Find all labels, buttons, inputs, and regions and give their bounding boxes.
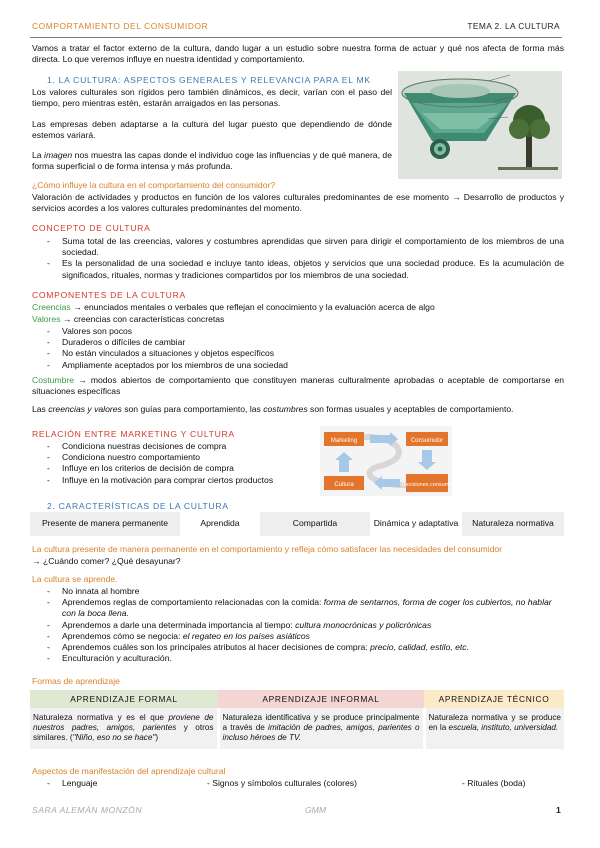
tecnico-header: APRENDIZAJE TÉCNICO (424, 690, 564, 708)
permanente-text: La cultura presente de manera permanente en el comportamiento y refleja cómo satisfacer las necesidades del consumidor (32, 544, 503, 554)
question-title: ¿Cómo influye la cultura en el comportamiento del consumidor? (32, 180, 276, 190)
diagram-cultura-label: Cultura (334, 482, 354, 488)
informal-header: APRENDIZAJE INFORMAL (218, 690, 424, 708)
tecnico-cell: Naturaleza normativa y se produce en la escuela, instituto, universidad. (424, 708, 564, 749)
valores-item: - No están vinculados a situaciones y objetos específicos (32, 348, 564, 359)
header-topic: TEMA 2. LA CULTURA (467, 21, 560, 31)
valores-list (32, 326, 564, 371)
formas-title: Formas de aprendizaje (32, 676, 120, 686)
aprende-item: - Aprendemos a darle una determinada importancia al tiempo: cultura monocrónicas y policrónicas (32, 620, 564, 631)
aprende-list (32, 586, 564, 664)
concepto-list (32, 236, 564, 281)
culture-layers-illustration (398, 71, 562, 179)
manif-title: Aspectos de manifestación del aprendizaje cultural (32, 766, 226, 776)
char-dinamica: Dinámica y adaptativa (370, 512, 462, 536)
aprende-item: - Aprendemos reglas de comportamiento relacionadas con la comida: forma de sentarnos, forma de coger los cubiertos, no hablar con la boca llena. (32, 597, 564, 619)
informal-cell: Naturaleza identificativa y se produce principalmente a través de imitación de padres, amigos, parientes o incluso héroes de TV. (218, 708, 424, 749)
formal-cell: Naturaleza normativa y es el que proviene de nuestros padres, amigos, parientes y otros similares. ("Niño, eso no se hace") (30, 708, 218, 749)
diagram-marketing-label: Marketing (330, 438, 358, 444)
char-permanente: Presente de manera permanente (30, 512, 180, 536)
section1-p2: Las empresas deben adaptarse a la cultura del lugar puesto que dependiendo de dónde estemos variará. (32, 119, 392, 141)
culture-layers-image (398, 71, 562, 179)
section1-title: 1. LA CULTURA: ASPECTOS GENERALES Y RELEVANCIA PARA EL MK (47, 75, 371, 85)
manif-item-rituales: - Rituales (boda) (462, 778, 526, 788)
aprende-item: - Enculturación y aculturación. (32, 653, 564, 664)
valores-item: - Ampliamente aceptados por los miembros de una sociedad (32, 360, 564, 371)
characteristics-row (30, 512, 564, 536)
relacion-item: - Influye en la motivación para comprar ciertos productos (32, 475, 332, 486)
diagram-decisiones-label: Decisiones consumo (401, 482, 452, 488)
concepto-item: - Suma total de las creencias, valores y costumbres aprendidas que sirven para dirigir el comportamiento de los miembros de una sociedad. (32, 236, 564, 258)
concepto-item: - Es la personalidad de una sociedad e incluye tanto ideas, objetos y servicios que una sociedad produce. Es la acumulación de significados, rituales, normas y tradiciones compartidos por los miembros de una sociedad. (32, 258, 564, 280)
marketing-cultura-diagram (320, 426, 452, 496)
formal-header: APRENDIZAJE FORMAL (30, 690, 218, 708)
aprende-item: - Aprendemos cuáles son los principales atributos al hacer decisiones de compra: precio, calidad, estilo, etc. (32, 642, 564, 653)
aprende-item: - No innata al hombre (32, 586, 564, 597)
componentes-summary: Las creencias y valores son guías para comportamiento, las costumbres son formas usuales y aceptables de comportamiento. (32, 404, 514, 414)
manif-item-dash: - (47, 778, 50, 788)
footer-course: GMM (305, 805, 327, 815)
page-number: 1 (556, 805, 561, 815)
intro-paragraph: Vamos a tratar el factor externo de la cultura, dando lugar a un estudio sobre nuestra forma de actuar y qué nos afecta de forma más directa. Lo que veremos influye en nuestra identidad y comportamiento. (32, 43, 564, 65)
creencias-line: Creencias → enunciados mentales o verbales que reflejan el conocimiento y la evaluación acerca de algo (32, 302, 435, 312)
footer-author: SARA ALEMÁN MONZÓN (32, 805, 143, 815)
char-normativa: Naturaleza normativa (462, 512, 564, 536)
aprende-title: La cultura se aprende. (32, 574, 118, 584)
formas-table (30, 690, 564, 749)
char-compartida: Compartida (260, 512, 370, 536)
costumbre-line: Costumbre → modos abiertos de comportamiento que constituyen maneras culturalmente aprobadas o aceptable de comportarse en situaciones específicas (32, 375, 564, 397)
relacion-item: - Condiciona nuestras decisiones de compra (32, 441, 332, 452)
relacion-list (32, 441, 332, 486)
valores-item: - Valores son pocos (32, 326, 564, 337)
permanente-question: → ¿Cuándo comer? ¿Qué desayunar? (32, 556, 181, 566)
section2-title: 2. CARACTERÍSTICAS DE LA CULTURA (47, 501, 229, 511)
componentes-title: COMPONENTES DE LA CULTURA (32, 290, 186, 300)
char-aprendida: Aprendida (180, 512, 260, 536)
valores-line: Valores → creencias con características concretas (32, 314, 225, 324)
aprende-item: - Aprendemos cómo se negocia: el regateo en los países asiáticos (32, 631, 564, 642)
question-text: Valoración de actividades y productos en función de los valores culturales predominantes de ese momento → Desarrollo de productos y servicios acordes a los valores culturales predominantes del momento. (32, 192, 564, 214)
relacion-title: RELACIÓN ENTRE MARKETING Y CULTURA (32, 429, 235, 439)
manif-item-lenguaje: Lenguaje (62, 778, 98, 788)
relacion-item: - Influye en los criterios de decisión de compra (32, 463, 332, 474)
manif-item-signos: - Signos y símbolos culturales (colores) (207, 778, 357, 788)
valores-item: - Duraderos o difíciles de cambiar (32, 337, 564, 348)
concepto-title: CONCEPTO DE CULTURA (32, 223, 151, 233)
section1-p1: Los valores culturales son rígidos pero también dinámicos, es decir, varían con el paso del tiempo, pero mientras estén, estarán arraigados en las personas. (32, 87, 392, 109)
diagram-consumidor-label: Consumidor (410, 438, 444, 444)
header-subject: COMPORTAMIENTO DEL CONSUMIDOR (32, 21, 209, 31)
relacion-item: - Condiciona nuestro comportamiento (32, 452, 332, 463)
section1-p3: La imagen nos muestra las capas donde el individuo coge las influencias y de qué manera, de forma superficial o de forma intensa y más profunda. (32, 150, 392, 172)
header-divider (30, 37, 562, 38)
